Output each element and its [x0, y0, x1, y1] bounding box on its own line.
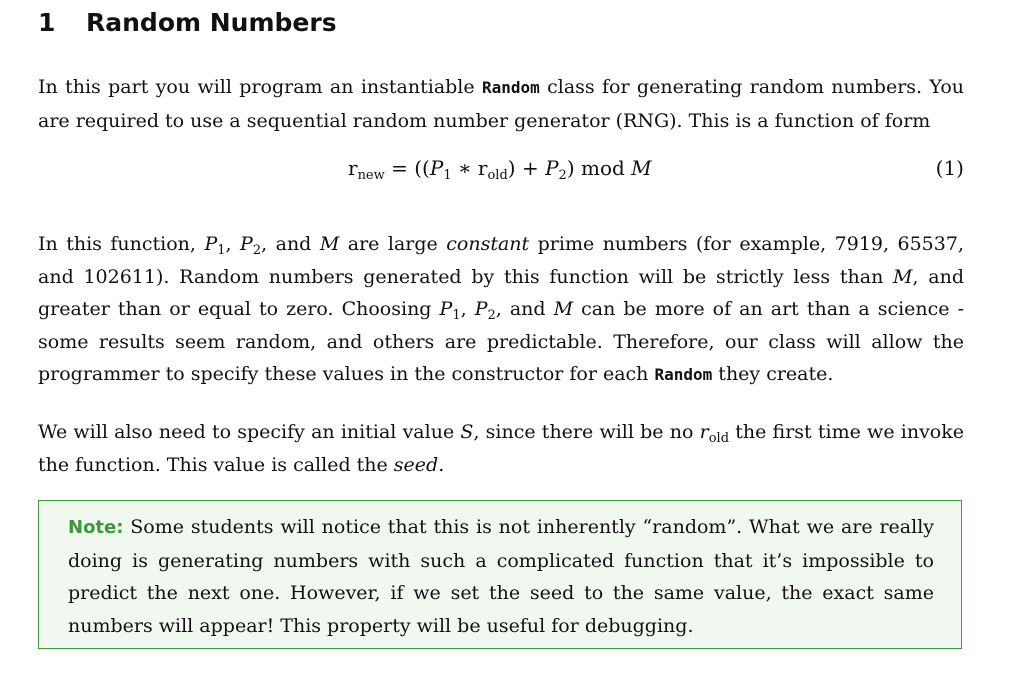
eq-p1: P	[429, 156, 444, 180]
para2-m: M	[553, 298, 574, 320]
para2-p2-subscript: 2	[487, 308, 496, 323]
para2-text: they create.	[712, 363, 834, 385]
para2-p1-subscript: 1	[452, 308, 461, 323]
eq-new-subscript: new	[357, 168, 385, 183]
intro-text: In this part you will program an instantiable	[38, 76, 482, 98]
para2-text: , and	[261, 233, 320, 255]
eq-p2-subscript: 2	[558, 168, 567, 183]
para2-constant-emphasis: constant	[446, 233, 530, 255]
intro-paragraph	[38, 71, 964, 137]
para2-p2: P	[474, 298, 488, 320]
para3-text: the first time we invoke the function. This value is called the	[38, 421, 964, 476]
eq-times-r: ∗ r	[451, 156, 488, 180]
note-body: Some students will notice that this is not inherently “random”. What we are really doing is generating numbers with such a complicated function that it’s impossible to predict the next one. However, if we set the seed to the same value, the exact same numbers will appear! This property will be useful for debugging.	[68, 516, 934, 637]
para3-text: .	[438, 453, 445, 476]
para2-p1: P	[439, 298, 453, 320]
para2-m: M	[893, 265, 913, 288]
para3-text: We will also need to specify an initial value	[38, 421, 461, 443]
note-box	[38, 500, 962, 649]
para3-text: , since there will be no	[473, 421, 700, 443]
note-label: Note:	[68, 517, 124, 538]
para2-p2-subscript: 2	[252, 243, 262, 258]
equation-number: (1)	[935, 156, 964, 180]
para2-comma: ,	[225, 233, 241, 255]
para2-p1: P	[204, 233, 218, 255]
para3-r: r	[699, 421, 709, 443]
random-class-code: Random	[481, 78, 540, 97]
eq-old-subscript: old	[487, 168, 508, 183]
eq-r: r	[348, 156, 358, 180]
note-text	[68, 511, 934, 642]
section-title: Random Numbers	[86, 8, 337, 37]
para2-comma: ,	[460, 298, 475, 320]
rng-equation	[38, 151, 964, 185]
eq-m: M	[631, 156, 652, 180]
eq-equals: = ((	[384, 156, 430, 180]
para3-seed-emphasis: seed	[393, 453, 439, 476]
function-paragraph	[38, 228, 964, 392]
para3-old-subscript: old	[708, 431, 730, 446]
para2-p2: P	[240, 233, 253, 255]
equation-body	[348, 151, 652, 185]
para2-text: can be more of an art than a science - some results seem random, and others are predictable. Therefore, our class will allow the programmer to specify these values in the constructor for each	[38, 298, 964, 385]
eq-plus: ) +	[507, 156, 546, 180]
para2-text: In this function,	[38, 233, 205, 255]
intro-text-continued: class for generating random numbers. You are required to use a sequential random number generator (RNG). This is a function of form	[38, 76, 964, 132]
para2-text: are large	[339, 233, 447, 255]
section-heading	[38, 6, 337, 40]
para2-text: prime numbers (for example, 7919, 65537, and 102611). Random numbers generated by this function will be strictly less than	[38, 233, 964, 288]
eq-mod: ) mod	[566, 156, 632, 180]
random-class-code: Random	[654, 365, 713, 384]
para2-text: , and greater than or equal to zero. Choosing	[38, 265, 965, 320]
eq-p1-subscript: 1	[443, 168, 452, 183]
seed-paragraph	[38, 416, 964, 481]
para2-p1-subscript: 1	[217, 243, 226, 258]
para3-s: S	[460, 421, 474, 443]
para2-m: M	[319, 233, 340, 255]
eq-p2: P	[545, 156, 559, 180]
section-number: 1	[38, 8, 56, 37]
para2-text: , and	[495, 298, 554, 320]
